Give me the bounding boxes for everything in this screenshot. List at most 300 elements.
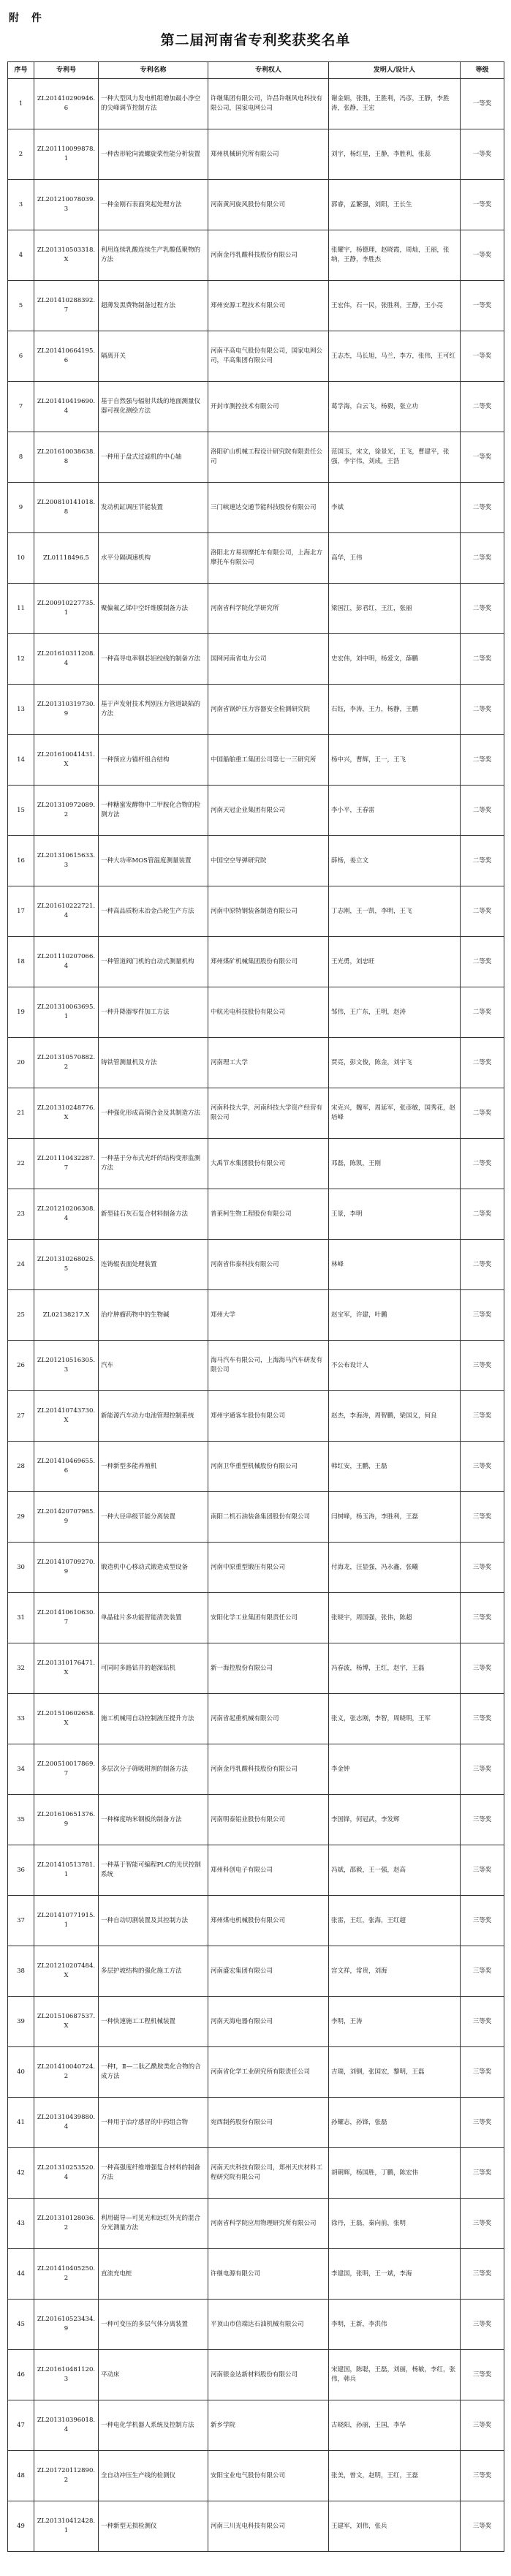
cell-patent-number: ZL201510687537.X — [34, 1997, 99, 2047]
cell-patent-name: 一种管道阀门机的自动式测量机构 — [99, 937, 208, 987]
cell-patent-name: 锻造机中心移动式锻造成型设备 — [99, 1543, 208, 1593]
cell-grade: 二等奖 — [461, 584, 504, 634]
table-row — [8, 1643, 504, 1694]
cell-patentee: 郑州安源工程技术有限公司 — [208, 281, 329, 331]
cell-patent-number: ZL201410419690.4 — [34, 382, 99, 432]
cell-inventor: 邓磊，陈凯，王刚 — [329, 1139, 461, 1189]
cell-grade: 一等奖 — [461, 180, 504, 230]
table-row — [8, 584, 504, 634]
cell-patent-name: 利用磁导—可见光和远红外光的混合分光测量方法 — [99, 2199, 208, 2249]
cell-patent-name: 利用连续乳酸连续生产乳酸低聚物的方法 — [99, 230, 208, 281]
cell-patentee: 河南天庆科技有限公司，郑州天庆材料工程研究院有限公司 — [208, 2148, 329, 2199]
cell-inventor: 史宏伟，刘中明，杨爱文，薛鹏 — [329, 634, 461, 685]
cell-grade: 三等奖 — [461, 1845, 504, 1896]
cell-patent-number: ZL201310248776.X — [34, 1088, 99, 1139]
table-row — [8, 432, 504, 483]
cell-index: 7 — [8, 382, 34, 432]
attachment-label: 附 件 — [9, 12, 46, 24]
cell-index: 22 — [8, 1139, 34, 1189]
cell-index: 31 — [8, 1593, 34, 1643]
cell-patent-number: ZL201410771915.1 — [34, 1896, 99, 1946]
cell-patent-name: 一种基于智能可编程PLC的光伏控制系统 — [99, 1845, 208, 1896]
cell-patent-number: ZL200510017869.7 — [34, 1744, 99, 1795]
cell-patent-number: ZL201310570882.2 — [34, 1038, 99, 1088]
cell-index: 43 — [8, 2199, 34, 2249]
cell-patent-name: 超薄发黑费物制备过程方法 — [99, 281, 208, 331]
cell-patentee: 河南省锅炉压力容器安全检测研究院 — [208, 685, 329, 735]
cell-patent-number: ZL201720112890.2 — [34, 2451, 99, 2501]
cell-inventor: 梁国江，彭君红，王江，张丽 — [329, 584, 461, 634]
cell-patentee: 平顶山市信瑞达石油机械有限公司 — [208, 2300, 329, 2350]
cell-patentee: 河南卫华重型机械股份有限公司 — [208, 1442, 329, 1492]
table-row — [8, 483, 504, 533]
cell-patent-name: 单晶硅片多功能智能清洗装置 — [99, 1593, 208, 1643]
cell-grade: 三等奖 — [461, 1643, 504, 1694]
cell-patent-number: ZL201410664195.6 — [34, 331, 99, 382]
cell-patentee: 郑州大学 — [208, 1290, 329, 1341]
cell-grade: 三等奖 — [461, 2501, 504, 2552]
cell-index: 46 — [8, 2350, 34, 2400]
cell-patent-number: ZL201210516305.3 — [34, 1341, 99, 1391]
cell-inventor: 王建军，刘伟，张兵 — [329, 2501, 461, 2552]
cell-patentee: 南阳二机石油装备集团股份有限公司 — [208, 1492, 329, 1543]
table-row — [8, 1694, 504, 1744]
cell-patent-name: 一种基于分布式光纤的结构变形监测方法 — [99, 1139, 208, 1189]
cell-grade: 三等奖 — [461, 1946, 504, 1997]
cell-grade: 三等奖 — [461, 1341, 504, 1391]
table-row — [8, 2451, 504, 2501]
cell-index: 14 — [8, 735, 34, 786]
cell-inventor: 宋建国，陈聪，王磊，刘丽，杨敏，李红，张伟，韩兵 — [329, 2350, 461, 2400]
cell-patent-number: ZL201610222721.4 — [34, 886, 99, 937]
cell-patent-name: 施工机械用自动控制液压提升方法 — [99, 1694, 208, 1744]
cell-patentee: 河南金丹乳酸科技股份有限公司 — [208, 1744, 329, 1795]
cell-patent-name: 一种升降器零件加工方法 — [99, 987, 208, 1038]
table-row — [8, 1543, 504, 1593]
cell-patent-number: ZL201310128036.2 — [34, 2199, 99, 2249]
cell-patent-number: ZL201310503318.X — [34, 230, 99, 281]
cell-inventor: 李小平，王春雷 — [329, 786, 461, 836]
table-row — [8, 230, 504, 281]
cell-grade: 二等奖 — [461, 634, 504, 685]
cell-inventor: 徐丹，王磊，秦向前，张明 — [329, 2199, 461, 2249]
cell-patent-number: ZL200910227735.1 — [34, 584, 99, 634]
cell-patent-name: 一种用于冶疗感冒的中药组合物 — [99, 2098, 208, 2148]
table-row — [8, 2501, 504, 2552]
cell-grade: 二等奖 — [461, 937, 504, 987]
cell-index: 24 — [8, 1240, 34, 1290]
cell-inventor: 宋克兴，魏军，周延军，张彦敏，国秀花，赵培峰 — [329, 1088, 461, 1139]
cell-inventor: 郭睿，孟繁强，刘阳，王长生 — [329, 180, 461, 230]
cell-grade: 一等奖 — [461, 230, 504, 281]
cell-inventor: 冯斌，邵毅，王一强，赵高 — [329, 1845, 461, 1896]
cell-grade: 三等奖 — [461, 2451, 504, 2501]
cell-patent-number: ZL201410405250.2 — [34, 2249, 99, 2300]
cell-inventor: 贾亮，彭文俊，陈金，刘宇飞 — [329, 1038, 461, 1088]
cell-inventor: 王志杰，马长旭，马兰，李方，张伟，王可红 — [329, 331, 461, 382]
cell-inventor: 古晓阳，孙丽，王国，李华 — [329, 2400, 461, 2451]
cell-grade: 二等奖 — [461, 1139, 504, 1189]
cell-patent-number: ZL201410469655.6 — [34, 1442, 99, 1492]
cell-patent-name: 可同时多路钻井的超深钻机 — [99, 1643, 208, 1694]
cell-index: 2 — [8, 129, 34, 180]
cell-index: 41 — [8, 2098, 34, 2148]
cell-index: 39 — [8, 1997, 34, 2047]
cell-patentee: 开封市测控技术有限公司 — [208, 382, 329, 432]
cell-patent-number: ZL201310176471.X — [34, 1643, 99, 1694]
cell-inventor: 赵宝军，许建，叶鹏 — [329, 1290, 461, 1341]
cell-index: 9 — [8, 483, 34, 533]
cell-patentee: 郑州煤电机械股份有限公司 — [208, 1896, 329, 1946]
cell-patentee: 洛阳矿山机械工程设计研究院有限责任公司 — [208, 432, 329, 483]
cell-grade: 三等奖 — [461, 2300, 504, 2350]
cell-inventor: 不公布设计人 — [329, 1341, 461, 1391]
cell-patent-name: 一种糖蜜发酵物中二甲胺化合物的检测方法 — [99, 786, 208, 836]
cell-patentee: 河南省科学院化学研究所 — [208, 584, 329, 634]
cell-patent-number: ZL201310396018.4 — [34, 2400, 99, 2451]
cell-patent-number: ZL201210206308.4 — [34, 1189, 99, 1240]
cell-index: 32 — [8, 1643, 34, 1694]
cell-index: 36 — [8, 1845, 34, 1896]
cell-patent-number: ZL201610523434.9 — [34, 2300, 99, 2350]
cell-patent-number: ZL201210078039.3 — [34, 180, 99, 230]
cell-inventor: 杨中兴，曹辉，王一，王飞 — [329, 735, 461, 786]
cell-index: 23 — [8, 1189, 34, 1240]
table-row — [8, 2098, 504, 2148]
cell-patentee: 河南科技大学，河南科技大学资产经营有限公司 — [208, 1088, 329, 1139]
cell-patent-name: 一种梯度纳米钢板的制备方法 — [99, 1795, 208, 1845]
table-row — [8, 1845, 504, 1896]
cell-grade: 一等奖 — [461, 281, 504, 331]
cell-patentee: 河南平高电气股份有限公司，国家电网公司，平高集团有限公司 — [208, 331, 329, 382]
cell-patent-name: 一种快速施工工程机械装置 — [99, 1997, 208, 2047]
cell-patent-name: 新型硅石灰石复合材料制备方法 — [99, 1189, 208, 1240]
cell-grade: 三等奖 — [461, 1744, 504, 1795]
cell-patent-number: ZL201310412428.1 — [34, 2501, 99, 2552]
cell-patent-name: 一种金刚石表面突起处理方法 — [99, 180, 208, 230]
cell-patent-number: ZL201610311208.4 — [34, 634, 99, 685]
cell-grade: 三等奖 — [461, 1997, 504, 2047]
cell-patentee: 郑州科创电子有限公司 — [208, 1845, 329, 1896]
cell-patentee: 河南省起重机械有限公司 — [208, 1694, 329, 1744]
cell-inventor: 王宏伟，石一民，张胜利，王静，王小亮 — [329, 281, 461, 331]
table-row — [8, 886, 504, 937]
table-row — [8, 1492, 504, 1543]
cell-grade: 二等奖 — [461, 1038, 504, 1088]
cell-index: 45 — [8, 2300, 34, 2350]
cell-index: 49 — [8, 2501, 34, 2552]
cell-index: 26 — [8, 1341, 34, 1391]
cell-index: 42 — [8, 2148, 34, 2199]
table-row — [8, 2249, 504, 2300]
cell-index: 17 — [8, 886, 34, 937]
table-row — [8, 634, 504, 685]
table-row — [8, 1593, 504, 1643]
cell-index: 30 — [8, 1543, 34, 1593]
cell-index: 13 — [8, 685, 34, 735]
table-row — [8, 2400, 504, 2451]
cell-index: 8 — [8, 432, 34, 483]
cell-patent-name: 一种用于盘式过滤机的中心轴 — [99, 432, 208, 483]
cell-patent-number: ZL200810141018.8 — [34, 483, 99, 533]
cell-patentee: 河南天冠企业集团有限公司 — [208, 786, 329, 836]
cell-index: 21 — [8, 1088, 34, 1139]
cell-patent-name: 新能源汽车动力电池管理控制系统 — [99, 1391, 208, 1442]
cell-patent-name: 一种大功率MOS管温度测量装置 — [99, 836, 208, 886]
cell-patent-name: 一种高导电率钢芯铝绞线的制备方法 — [99, 634, 208, 685]
cell-patent-number: ZL201110207066.4 — [34, 937, 99, 987]
cell-grade: 一等奖 — [461, 432, 504, 483]
cell-patentee: 河南省化学工业研究所有限责任公司 — [208, 2047, 329, 2098]
cell-patentee: 河南三川光电科技有限公司 — [208, 2501, 329, 2552]
table-row — [8, 987, 504, 1038]
table-row — [8, 1896, 504, 1946]
cell-patentee: 大禹节水集团股份有限公司 — [208, 1139, 329, 1189]
cell-patentee: 河南明泰铝业股份有限公司 — [208, 1795, 329, 1845]
cell-inventor: 谢金娟，张胜，王胜利，冯彦，王静，李胜涛，张静，王宏 — [329, 79, 461, 129]
cell-patent-name: 一种Ⅰ，Ⅱ—二肽乙酰胺类化合物的合成方法 — [99, 2047, 208, 2098]
cell-grade: 二等奖 — [461, 836, 504, 886]
cell-inventor: 吉瑞，刘钢，张国宏，黎明，王磊 — [329, 2047, 461, 2098]
cell-patentee: 许继集团有限公司，许昌许继风电科技有限公司，国家电网公司 — [208, 79, 329, 129]
cell-index: 16 — [8, 836, 34, 886]
cell-patent-number: ZL201310268025.5 — [34, 1240, 99, 1290]
cell-inventor: 李明，王涛 — [329, 1997, 461, 2047]
cell-index: 18 — [8, 937, 34, 987]
cell-grade: 三等奖 — [461, 2400, 504, 2451]
table-row — [8, 1997, 504, 2047]
cell-index: 20 — [8, 1038, 34, 1088]
cell-index: 3 — [8, 180, 34, 230]
cell-patent-number: ZL201410610630.7 — [34, 1593, 99, 1643]
cell-patent-name: 平动床 — [99, 2350, 208, 2400]
cell-grade: 三等奖 — [461, 1896, 504, 1946]
cell-index: 38 — [8, 1946, 34, 1997]
cell-patent-name: 基于自然强与辐射共线的地面测量仪器可视化测绘方法 — [99, 382, 208, 432]
cell-patentee: 河南省伟泰科技有限公司 — [208, 1240, 329, 1290]
table-row — [8, 786, 504, 836]
cell-patent-number: ZL201410743730.X — [34, 1391, 99, 1442]
cell-patent-name: 一种高强度纤维增强复合材料的制备方法 — [99, 2148, 208, 2199]
header-patent-name: 专利名称 — [99, 62, 208, 79]
cell-index: 44 — [8, 2249, 34, 2300]
cell-inventor: 胡朝辉，杨国胜，丁鹏，陈宏伟 — [329, 2148, 461, 2199]
cell-patent-number: ZL201110432287.7 — [34, 1139, 99, 1189]
table-row — [8, 836, 504, 886]
cell-grade: 三等奖 — [461, 1391, 504, 1442]
cell-inventor: 孙耀志，孙锋，张磊 — [329, 2098, 461, 2148]
cell-patent-name: 直流充电桩 — [99, 2249, 208, 2300]
cell-patent-number: ZL201410290946.6 — [34, 79, 99, 129]
cell-patent-name: 一种大径串级节能分离装置 — [99, 1492, 208, 1543]
cell-grade: 三等奖 — [461, 1442, 504, 1492]
cell-grade: 一等奖 — [461, 129, 504, 180]
cell-inventor: 李建国，张明，王一斌，李海 — [329, 2249, 461, 2300]
cell-grade: 二等奖 — [461, 735, 504, 786]
header-inventor: 发明人/设计人 — [329, 62, 461, 79]
table-header-row — [8, 62, 504, 79]
page-title: 第二届河南省专利奖获奖名单 — [160, 32, 351, 48]
cell-index: 11 — [8, 584, 34, 634]
cell-grade: 二等奖 — [461, 1240, 504, 1290]
cell-grade: 三等奖 — [461, 1694, 504, 1744]
cell-patent-name: 水平分隔调速机构 — [99, 533, 208, 584]
cell-patent-name: 一种强化形成高铜合金及其制造方法 — [99, 1088, 208, 1139]
cell-inventor: 张义，张志刚，李智，周晓明，王军 — [329, 1694, 461, 1744]
cell-patentee: 三门峡速达交通节能科技股份有限公司 — [208, 483, 329, 533]
cell-patent-name: 多层护坡结构的强化施工方法 — [99, 1946, 208, 1997]
cell-grade: 二等奖 — [461, 1088, 504, 1139]
table-row — [8, 2047, 504, 2098]
cell-index: 40 — [8, 2047, 34, 2098]
cell-inventor: 高华，王伟 — [329, 533, 461, 584]
table-row — [8, 281, 504, 331]
header-index: 序号 — [8, 62, 34, 79]
cell-patent-name: 一种大型风力发电机组增加最小净空的尖峰调节控制方法 — [99, 79, 208, 129]
cell-patent-number: ZL201310439880.4 — [34, 2098, 99, 2148]
cell-inventor: 付海龙，汪显强，冯永鑫，张曦 — [329, 1543, 461, 1593]
cell-patent-name: 汽车 — [99, 1341, 208, 1391]
cell-patentee: 许继电源有限公司 — [208, 2249, 329, 2300]
cell-index: 27 — [8, 1391, 34, 1442]
table-row — [8, 1442, 504, 1492]
table-row — [8, 2350, 504, 2400]
cell-patentee: 河南黄河旋风股份有限公司 — [208, 180, 329, 230]
cell-inventor: 韩红安，王鹏，王磊 — [329, 1442, 461, 1492]
table-row — [8, 2148, 504, 2199]
cell-inventor: 张美，曾文，赵明，王红，王磊 — [329, 2451, 461, 2501]
cell-patentee: 河南理工大学 — [208, 1038, 329, 1088]
cell-patentee: 海马汽车有限公司，上海海马汽车研发有限公司 — [208, 1341, 329, 1391]
cell-patent-number: ZL201310253520.4 — [34, 2148, 99, 2199]
cell-inventor: 张晓宇，周国强，张伟，陈超 — [329, 1593, 461, 1643]
cell-inventor: 薛杨，姜立文 — [329, 836, 461, 886]
cell-grade: 三等奖 — [461, 1593, 504, 1643]
cell-grade: 三等奖 — [461, 2098, 504, 2148]
cell-patent-name: 治疗肿瘤药物中的生物碱 — [99, 1290, 208, 1341]
cell-patentee: 河南银金达新材料股份有限公司 — [208, 2350, 329, 2400]
table-row — [8, 1341, 504, 1391]
cell-patentee: 普莱柯生物工程股份有限公司 — [208, 1189, 329, 1240]
cell-grade: 二等奖 — [461, 533, 504, 584]
cell-patent-number: ZL201310319730.9 — [34, 685, 99, 735]
award-table — [7, 61, 504, 2552]
cell-patentee: 郑州煤矿机械集团股份有限公司 — [208, 937, 329, 987]
cell-inventor: 冯春波，杨博，王红，赵宇，王磊 — [329, 1643, 461, 1694]
table-row — [8, 1139, 504, 1189]
table-row — [8, 735, 504, 786]
cell-grade: 三等奖 — [461, 2199, 504, 2249]
table-row — [8, 1946, 504, 1997]
table-row — [8, 533, 504, 584]
cell-patent-name: 一种高品质粉末冶金凸轮生产方法 — [99, 886, 208, 937]
cell-patent-number: ZL201410040724.2 — [34, 2047, 99, 2098]
cell-grade: 二等奖 — [461, 987, 504, 1038]
cell-index: 6 — [8, 331, 34, 382]
cell-patentee: 新乡学院 — [208, 2400, 329, 2451]
cell-patent-number: ZL201410709270.9 — [34, 1543, 99, 1593]
cell-inventor: 邹伟，王广东，王明，赵涛 — [329, 987, 461, 1038]
cell-index: 19 — [8, 987, 34, 1038]
cell-patentee: 中航光电科技股份有限公司 — [208, 987, 329, 1038]
cell-patent-number: ZL201310063695.1 — [34, 987, 99, 1038]
cell-patent-number: ZL201610481120.3 — [34, 2350, 99, 2400]
cell-patent-name: 一种电化学机器人系统及控制方法 — [99, 2400, 208, 2451]
cell-inventor: 丁志刚，王一凯，李明，王飞 — [329, 886, 461, 937]
cell-patentee: 中国空空导弹研究院 — [208, 836, 329, 886]
table-row — [8, 1038, 504, 1088]
cell-patent-number: ZL201310615633.3 — [34, 836, 99, 886]
cell-patentee: 安阳化学工业集团有限责任公司 — [208, 1593, 329, 1643]
cell-patent-number: ZL201420707985.9 — [34, 1492, 99, 1543]
cell-inventor: 王景，李明 — [329, 1189, 461, 1240]
cell-inventor: 张雷，王红，张海，王红超 — [329, 1896, 461, 1946]
cell-index: 47 — [8, 2400, 34, 2451]
table-row — [8, 1391, 504, 1442]
table-row — [8, 2300, 504, 2350]
cell-inventor: 李国锋，何冠武，李发辉 — [329, 1795, 461, 1845]
cell-grade: 三等奖 — [461, 1290, 504, 1341]
cell-patent-number: ZL201210207484.X — [34, 1946, 99, 1997]
cell-grade: 三等奖 — [461, 2249, 504, 2300]
table-row — [8, 1744, 504, 1795]
cell-patent-number: ZL201610038638.8 — [34, 432, 99, 483]
cell-patent-name: 隔离开关 — [99, 331, 208, 382]
cell-inventor: 张耀宇，杨德理，赵晓霞，周灿，王丽，张纳，王静，李胜杰 — [329, 230, 461, 281]
cell-inventor: 李金钟 — [329, 1744, 461, 1795]
cell-inventor: 李明，王新，李洪伟 — [329, 2300, 461, 2350]
cell-patent-name: 一种预应力锚杆组合结构 — [99, 735, 208, 786]
cell-index: 1 — [8, 79, 34, 129]
cell-grade: 二等奖 — [461, 685, 504, 735]
cell-patent-number: ZL201610041431.X — [34, 735, 99, 786]
table-row — [8, 1088, 504, 1139]
cell-grade: 三等奖 — [461, 1795, 504, 1845]
cell-index: 48 — [8, 2451, 34, 2501]
cell-inventor: 林峰 — [329, 1240, 461, 1290]
cell-grade: 三等奖 — [461, 2047, 504, 2098]
cell-inventor: 赵杰，李海涛，周智鹏，梁国义，何良 — [329, 1391, 461, 1442]
cell-patent-name: 发动机缸调压节能装置 — [99, 483, 208, 533]
table-row — [8, 1290, 504, 1341]
cell-patent-number: ZL02138217.X — [34, 1290, 99, 1341]
header-patent-number: 专利号 — [34, 62, 99, 79]
cell-inventor: 王光勇，刘忠旺 — [329, 937, 461, 987]
cell-index: 34 — [8, 1744, 34, 1795]
cell-index: 28 — [8, 1442, 34, 1492]
cell-patentee: 河南盛宏集团有限公司 — [208, 1946, 329, 1997]
cell-patent-name: 一种新型无损检测仪 — [99, 2501, 208, 2552]
cell-index: 5 — [8, 281, 34, 331]
cell-index: 12 — [8, 634, 34, 685]
cell-patent-name: 全自动冲压生产线的检测仪 — [99, 2451, 208, 2501]
cell-patentee: 安阳宝业电气股份有限公司 — [208, 2451, 329, 2501]
cell-index: 4 — [8, 230, 34, 281]
table-row — [8, 1189, 504, 1240]
table-row — [8, 382, 504, 432]
cell-patentee: 新一海控股份有限公司 — [208, 1643, 329, 1694]
cell-inventor: 葛学海，白云飞，杨毅，张立功 — [329, 382, 461, 432]
cell-index: 15 — [8, 786, 34, 836]
table-row — [8, 331, 504, 382]
cell-patentee: 河南中原重型锻压有限公司 — [208, 1543, 329, 1593]
cell-inventor: 石钰，李涛，王力，杨静，王鹏 — [329, 685, 461, 735]
cell-index: 10 — [8, 533, 34, 584]
cell-patent-name: 一种可变压的多层气体分离装置 — [99, 2300, 208, 2350]
cell-patent-name: 一种齿形轮向流螺旋桨性能分析装置 — [99, 129, 208, 180]
cell-patentee: 河南天海电器有限公司 — [208, 1997, 329, 2047]
cell-grade: 三等奖 — [461, 1492, 504, 1543]
